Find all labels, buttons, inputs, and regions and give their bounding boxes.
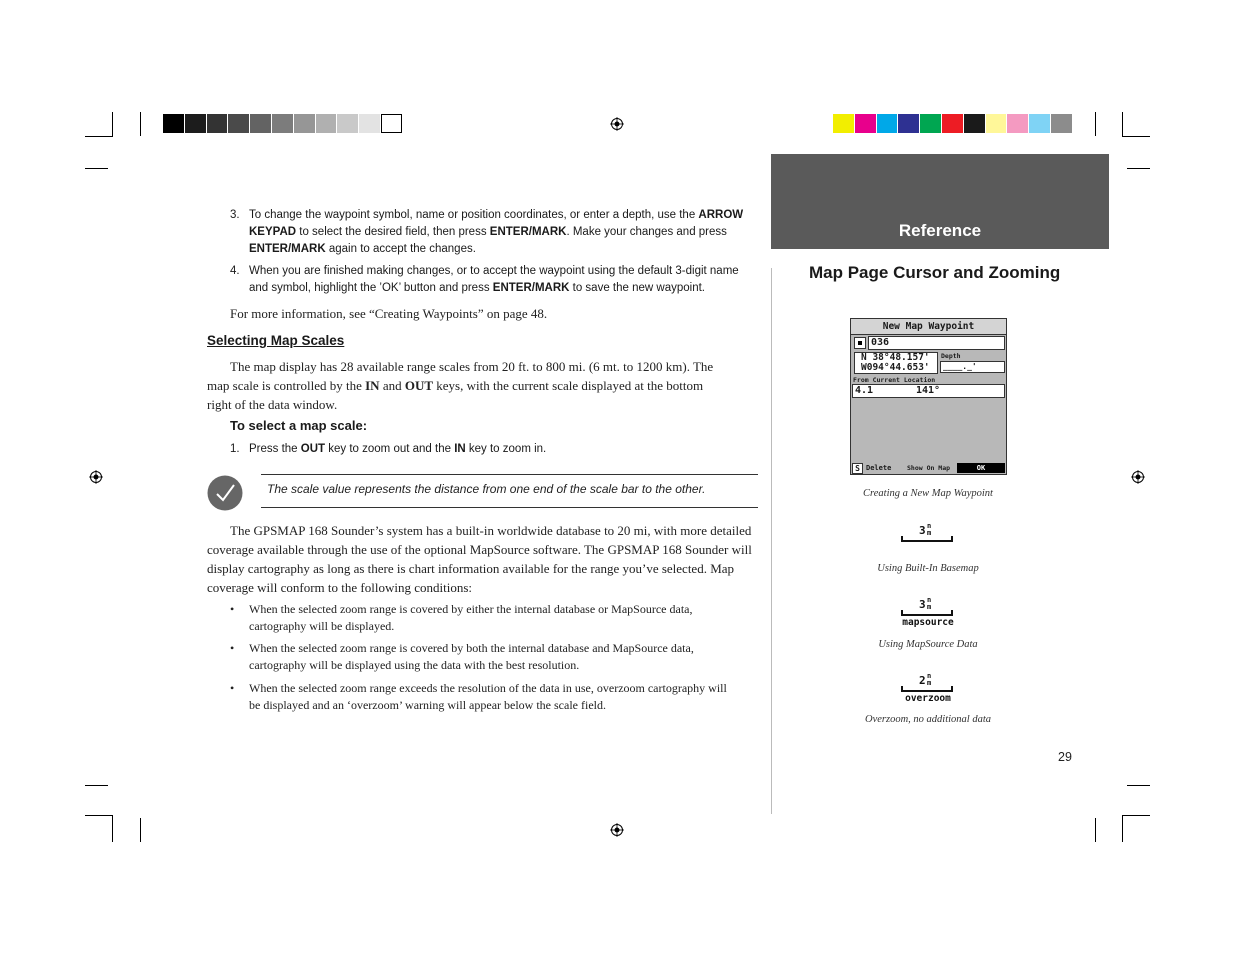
depth-field: ____._' [940,361,1005,373]
show-on-map-button[interactable]: Show On Map [907,464,951,472]
text-run: map scale is controlled by the [207,378,366,393]
column-divider [771,268,772,814]
color-swatch [250,114,271,133]
color-swatch [294,114,315,133]
symbol-button[interactable]: S [852,463,863,474]
text-run: The map display has 28 available range scales from 20 ft. to 800 mi. (6 mt. to 1200 km). The [230,359,714,374]
key-name: ARROW [698,209,744,221]
color-swatch [920,114,941,133]
color-swatch [381,114,402,133]
key-name: ENTER/MARK [489,226,567,238]
figure-caption: Using Built-In Basemap [877,563,979,574]
step-number: 3. [230,209,240,221]
scale-value: 3 [919,524,926,537]
scale-unit: m [927,679,932,687]
list-line: When the selected zoom range exceeds the resolution of the data in use, overzoom cartography will [249,681,727,695]
text-run: to save the new waypoint. [569,282,705,294]
figure-caption: Using MapSource Data [878,639,978,650]
ok-button[interactable]: OK [957,463,1005,473]
color-swatch [942,114,963,133]
bullet-icon: • [230,681,235,695]
bullet-icon: • [230,641,235,655]
distance-bearing-field [852,384,1005,398]
key-name: ENTER/MARK [249,243,326,255]
text-run: When you are finished making changes, or to accept the waypoint using the default 3-digit name [249,265,739,277]
text-run: . Make your changes and press [566,226,727,238]
scale-label: overzoom [905,693,951,704]
text-run: keys, with the current scale displayed at the bottom [433,378,704,393]
step-line [249,241,743,258]
key-name: IN [365,378,380,393]
paragraph-line: The GPSMAP 168 Sounder’s system has a built-in worldwide database to 20 mi, with more detailed [230,523,752,538]
note-text: The scale value represents the distance from one end of the scale bar to the other. [267,482,706,496]
key-name: OUT [300,443,326,455]
color-swatch [272,114,293,133]
list-line: cartography will be displayed using the data with the best resolution. [249,658,580,672]
text-run: and [379,378,405,393]
bullet-icon: • [230,602,235,616]
scale-value: 3 [919,598,926,611]
list-line: When the selected zoom range is covered by either the internal database or MapSource data, [249,602,693,616]
key-name: OUT [404,378,434,393]
figure-caption: Creating a New Map Waypoint [863,488,993,499]
from-location-label: From Current Location [853,376,936,384]
color-swatch [185,114,206,133]
scale-bar-figure [898,598,958,632]
color-swatch [337,114,358,133]
paragraph-line: display cartography as long as there is chart information available for the range you’ve selected. Map [207,561,735,576]
scale-bar [901,686,953,692]
text-run: again to accept the changes. [325,243,476,255]
key-name: KEYPAD [249,226,297,238]
bearing-value: 141° [916,385,941,396]
step-number: 1. [230,443,240,455]
paragraph-line: coverage available through the use of the optional MapSource software. The GPSMAP 168 Sounder will [207,542,752,557]
scale-unit: n [927,596,932,604]
scale-bar-figure [898,524,958,558]
scale-bar [901,610,953,616]
paragraph-line: coverage will conform to the following conditions: [207,580,472,595]
registration-mark-icon [610,823,624,837]
text-run: Press the [249,443,301,455]
waypoint-name-field: 036 [868,336,1005,350]
section-subtitle: Map Page Cursor and Zooming [809,263,1061,282]
screen-title: New Map Waypoint [851,319,1006,335]
depth-label: Depth [941,352,961,360]
note-rule-bottom [261,507,758,508]
list-line: When the selected zoom range is covered by both the internal database and MapSource data, [249,641,694,655]
registration-mark-icon [1131,470,1145,484]
scale-unit: n [927,522,932,530]
scale-unit: n [927,672,932,680]
scale-unit: m [927,529,932,537]
color-swatch [228,114,249,133]
color-swatch [1007,114,1028,133]
figure-caption: Overzoom, no additional data [865,714,991,725]
scale-label: mapsource [902,617,954,628]
step-line [249,224,743,241]
more-info-text: For more information, see “Creating Waypoints” on page 48. [230,306,548,321]
text-run: key to zoom out and the [325,443,455,455]
step-line [249,263,739,280]
color-swatch [1029,114,1050,133]
list-line: be displayed and an ‘overzoom’ warning will appear below the scale field. [249,698,606,712]
color-swatch [964,114,985,133]
note-rule-top [261,474,758,475]
delete-button[interactable]: Delete [866,464,892,472]
text-run: and symbol, highlight the ’OK’ button and press [249,282,493,294]
text-run: key to zoom in. [465,443,547,455]
position-field: N 38°48.157' W094°44.653' [854,352,938,374]
paragraph-line [207,376,703,395]
key-name: IN [454,443,466,455]
text-run: right of the data window. [207,397,338,412]
procedure-heading: To select a map scale: [230,418,368,433]
step-line [249,207,743,224]
text-run: To change the waypoint symbol, name or position coordinates, or enter a depth, use the [249,209,699,221]
note-check-icon [207,475,243,511]
color-swatch [898,114,919,133]
distance-value: 4.1 [855,385,874,396]
color-swatch [1051,114,1072,133]
new-map-waypoint-screen [850,318,1007,475]
key-name: ENTER/MARK [492,282,570,294]
step-number: 4. [230,265,240,277]
section-title: Reference [898,221,982,240]
scale-bar-figure [898,674,958,708]
color-swatch [207,114,228,133]
color-swatch [316,114,337,133]
color-swatch [877,114,898,133]
page-number: 29 [1058,750,1072,764]
scale-bar [901,536,953,542]
registration-mark-icon [610,117,624,131]
color-swatch [359,114,380,133]
paragraph-line [230,357,713,376]
registration-mark-icon [89,470,103,484]
color-swatch [855,114,876,133]
waypoint-symbol-field [854,337,866,349]
step-line [249,280,739,297]
scale-unit: m [927,603,932,611]
section-heading: Selecting Map Scales [207,333,345,348]
color-swatch [833,114,854,133]
list-line: cartography will be displayed. [249,619,395,633]
scale-value: 2 [919,674,926,687]
section-header [771,154,1109,249]
text-run: to select the desired field, then press [296,226,490,238]
color-swatch [163,114,184,133]
paragraph-line [207,395,337,414]
color-swatch [986,114,1007,133]
